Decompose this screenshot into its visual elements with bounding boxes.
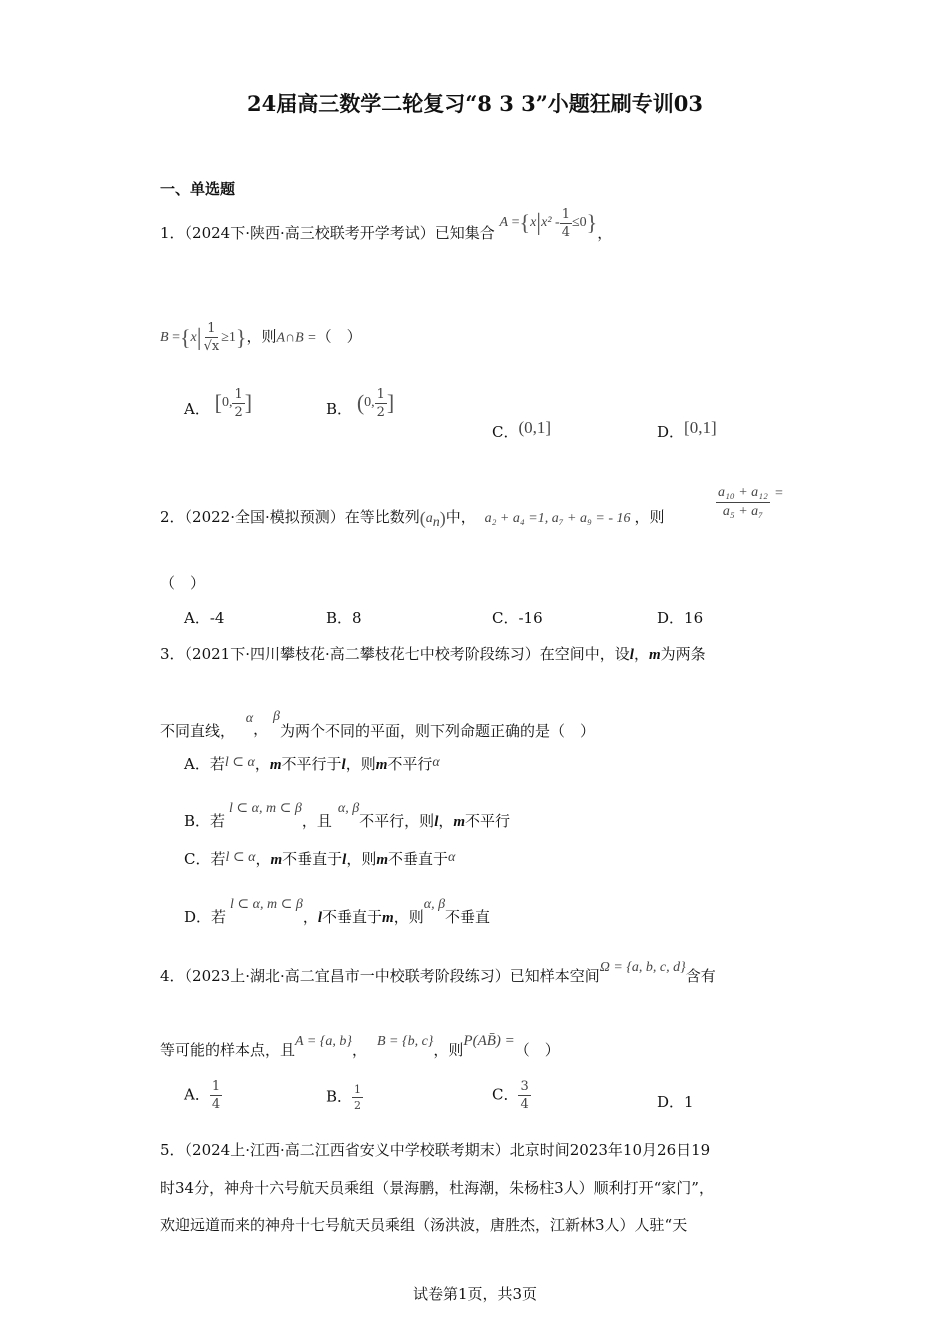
intersection-expression: A∩B = xyxy=(276,330,317,346)
q1-option-a[interactable]: A． [ 0, $\frac{1}{2}$ ] xyxy=(184,386,253,420)
q4-option-b[interactable]: B． $\frac{1}{2}$ xyxy=(326,1083,362,1112)
question-2-line1: 2．（2022·全国·模拟预测）在等比数列$(a_n)$中， a₂ + a₄ =1, a₇ + a₉ = - 16 ，则 xyxy=(160,508,665,530)
question-5-line1: 5．（2024上·江西·高二江西省安义中学校联考期末）北京时间2023年10月26日19 xyxy=(160,1141,711,1159)
probability-expression: P(AB̄) = xyxy=(463,1033,515,1049)
sequence-condition: a₂ + a₄ =1, a₇ + a₉ = - 16 xyxy=(484,511,631,526)
q2-option-b[interactable]: B．8 xyxy=(326,609,362,627)
question-4-line1: 4．（2023上·湖北·高二宜昌市一中校联考阶段练习）已知样本空间Ω = {a, b, c, d}含有 xyxy=(160,960,716,985)
page-title: 24届高三数学二轮复习“8 3 3”小题狂刷专训03 xyxy=(246,91,704,116)
set-b-expression: B = { x | $\frac{1}{√x}$ ≥1 } xyxy=(160,321,247,354)
q1-option-c[interactable]: C．(0,1] xyxy=(492,418,552,441)
question-number: 1． xyxy=(160,224,185,242)
q2-option-c[interactable]: C．-16 xyxy=(492,609,543,627)
q1-option-b[interactable]: B． ( 0, $\frac{1}{2}$ ] xyxy=(326,386,395,420)
question-5-line2: 时34分，神舟十六号航天员乘组（景海鹏，杜海潮，朱杨柱3人）顺利打开“家门”， xyxy=(160,1179,714,1197)
q2-option-a[interactable]: A．-4 xyxy=(184,609,225,627)
q1-option-d[interactable]: D．[0,1] xyxy=(657,418,717,441)
section-heading: 一、单选题 xyxy=(160,180,236,198)
q3-option-c[interactable]: C．若l ⊂ α，m不垂直于l，则m不垂直于α xyxy=(184,850,456,868)
question-1-line2: B = { x | $\frac{1}{√x}$ ≥1 } ，则A∩B =（ ） xyxy=(160,321,362,354)
ratio-fraction: $\frac{\text{a₁₀ + a₁₂}}{\text{a₅ + a₇}}$ = xyxy=(718,485,783,519)
set-a-expression: A = { x | x² - $\frac{1}{4}$ ≤0 } xyxy=(499,206,598,240)
question-5-line3: 欢迎远道而来的神舟十七号航天员乘组（汤洪波，唐胜杰，江新林3人）人驻“天 xyxy=(160,1216,688,1234)
sample-space: Ω = {a, b, c, d} xyxy=(599,960,686,975)
q2-option-d[interactable]: D．16 xyxy=(657,609,704,627)
question-1-line1: 1．（2024下·陕西·高三校联考开学考试）已知集合 A = { x | x² - $\frac{1}{4}$ ≤0 } ， xyxy=(160,206,613,242)
q3-option-a[interactable]: A．若l ⊂ α，m不平行于l，则m不平行α xyxy=(184,755,440,773)
question-source: （2024下·陕西·高三校联考开学考试）已知集合 xyxy=(184,224,495,242)
q4-option-c[interactable]: C． $\frac{3}{4}$ xyxy=(492,1079,529,1112)
answer-paren: （ ） xyxy=(160,574,206,592)
q3-option-d[interactable]: D．若l ⊂ α, m ⊂ β，l不垂直于m，则α, β不垂直 xyxy=(184,897,491,926)
q4-option-a[interactable]: A． $\frac{1}{4}$ xyxy=(184,1079,221,1112)
question-4-line2: 等可能的样本点，且A = {a, b}， B = {b, c}，则P(AB̄) =（ ） xyxy=(160,1033,560,1059)
q4-option-d[interactable]: D．1 xyxy=(657,1093,694,1111)
q3-option-b[interactable]: B．若l ⊂ α, m ⊂ β，且α, β不平行，则l，m不平行 xyxy=(184,801,511,830)
question-3-line1: 3．（2021下·四川攀枝花·高二攀枝花七中校考阶段练习）在空间中，设l，m为两条 xyxy=(160,645,706,663)
page-footer: 试卷第1页，共3页 xyxy=(412,1285,538,1303)
question-3-line2: 不同直线， α， β为两个不同的平面，则下列命题正确的是（ ） xyxy=(160,709,595,740)
